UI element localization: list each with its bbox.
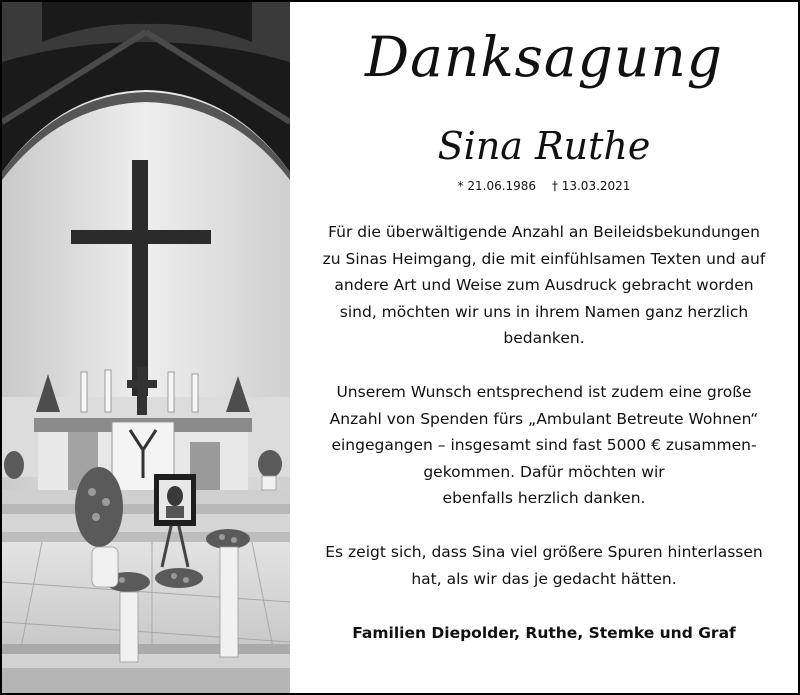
notice-title: Danksagung bbox=[365, 25, 723, 89]
paragraph-line: Anzahl von Spenden fürs „Ambulant Betreute Wohnen“ bbox=[329, 409, 759, 428]
paragraph-line: Es zeigt sich, dass Sina viel größere Spuren hinterlassen bbox=[325, 543, 763, 561]
paragraph-line: gekommen. Dafür möchten wir bbox=[423, 462, 665, 481]
thanks-paragraph-1 bbox=[310, 219, 778, 352]
church-altar-photo bbox=[2, 2, 290, 693]
deceased-name: Sina Ruthe bbox=[437, 124, 651, 168]
paragraph-line: zu Sinas Heimgang, die mit einfühlsamen Texten und auf bbox=[322, 249, 766, 268]
life-dates bbox=[290, 178, 798, 194]
paragraph-line: ebenfalls herzlich danken. bbox=[442, 489, 646, 508]
death-date: † 13.03.2021 bbox=[551, 179, 631, 193]
paragraph-line: andere Art und Weise zum Ausdruck gebracht worden bbox=[334, 276, 754, 295]
thanks-paragraph-2 bbox=[310, 379, 778, 512]
paragraph-line: eingegangen – insgesamt sind fast 5000 € zusammen- bbox=[331, 436, 757, 455]
family-signature: Familien Diepolder, Ruthe, Stemke und Graf bbox=[352, 624, 736, 642]
paragraph-line: Unserem Wunsch entsprechend ist zudem eine große bbox=[336, 383, 752, 401]
paragraph-line: Für die überwältigende Anzahl an Beileidsbekundungen bbox=[328, 223, 760, 241]
thanks-paragraph-3 bbox=[310, 539, 778, 592]
paragraph-line: hat, als wir das je gedacht hätten. bbox=[411, 569, 677, 588]
notice-text-column bbox=[290, 2, 798, 693]
birth-date: * 21.06.1986 bbox=[457, 179, 537, 193]
paragraph-line: bedanken. bbox=[503, 329, 585, 348]
paragraph-line: sind, möchten wir uns in ihrem Namen ganz herzlich bbox=[339, 302, 749, 321]
